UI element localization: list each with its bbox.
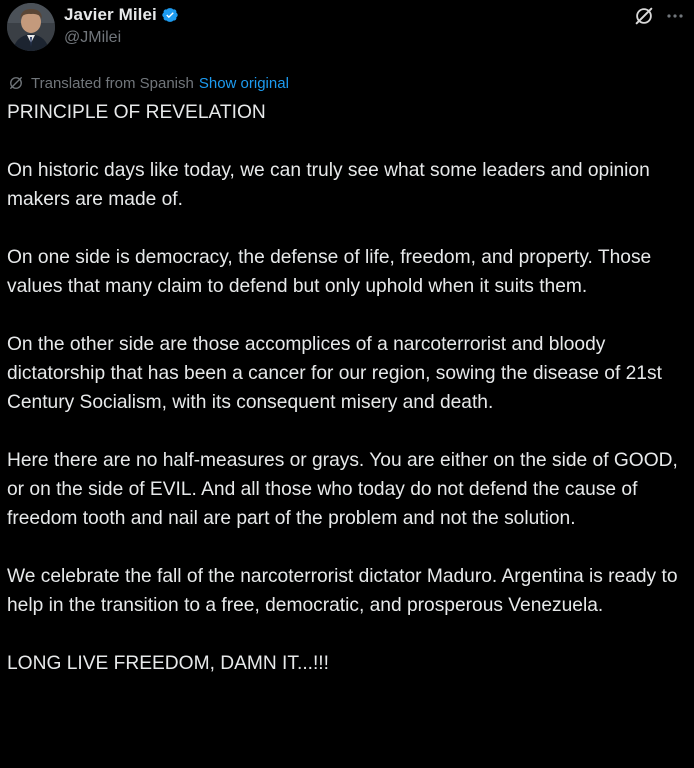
tweet-paragraph: On one side is democracy, the defense of life, freedom, and property. Those values that many claim to defend but only uphold when it suits them.: [7, 247, 652, 297]
tweet-paragraph: On the other side are those accomplices of a narcoterrorist and bloody dictatorship that has been a cancer for our region, sowing the disease of 21st Century Socialism, with its consequent misery and death.: [7, 334, 662, 413]
verified-badge-icon: [161, 6, 179, 24]
show-original-link[interactable]: Show original: [198, 74, 289, 92]
tweet-paragraph: We celebrate the fall of the narcoterrorist dictator Maduro. Argentina is ready to help in the transition to a free, democratic, and prosperous Venezuela.: [7, 566, 678, 616]
grok-icon[interactable]: [633, 5, 655, 27]
author-handle[interactable]: @JMilei: [64, 29, 122, 46]
more-icon[interactable]: [664, 5, 686, 27]
translate-icon: [7, 74, 25, 92]
author-display-name[interactable]: Javier Milei: [64, 5, 157, 24]
translated-from-label: Translated from Spanish: [31, 74, 194, 92]
tweet-paragraph: Here there are no half-measures or grays. You are either on the side of GOOD, or on the side of EVIL. And all those who today do not defend the cause of freedom tooth and nail are part of the problem and not the solution.: [7, 450, 678, 529]
tweet-paragraph: PRINCIPLE OF REVELATION: [7, 102, 266, 123]
tweet-text: [7, 98, 689, 678]
avatar[interactable]: [7, 3, 55, 51]
translation-notice: [7, 72, 289, 94]
tweet-paragraph: On historic days like today, we can truly see what some leaders and opinion makers are made of.: [7, 160, 650, 210]
tweet-paragraph: LONG LIVE FREEDOM, DAMN IT...!!!: [7, 653, 329, 674]
tweet-header: [0, 0, 694, 60]
